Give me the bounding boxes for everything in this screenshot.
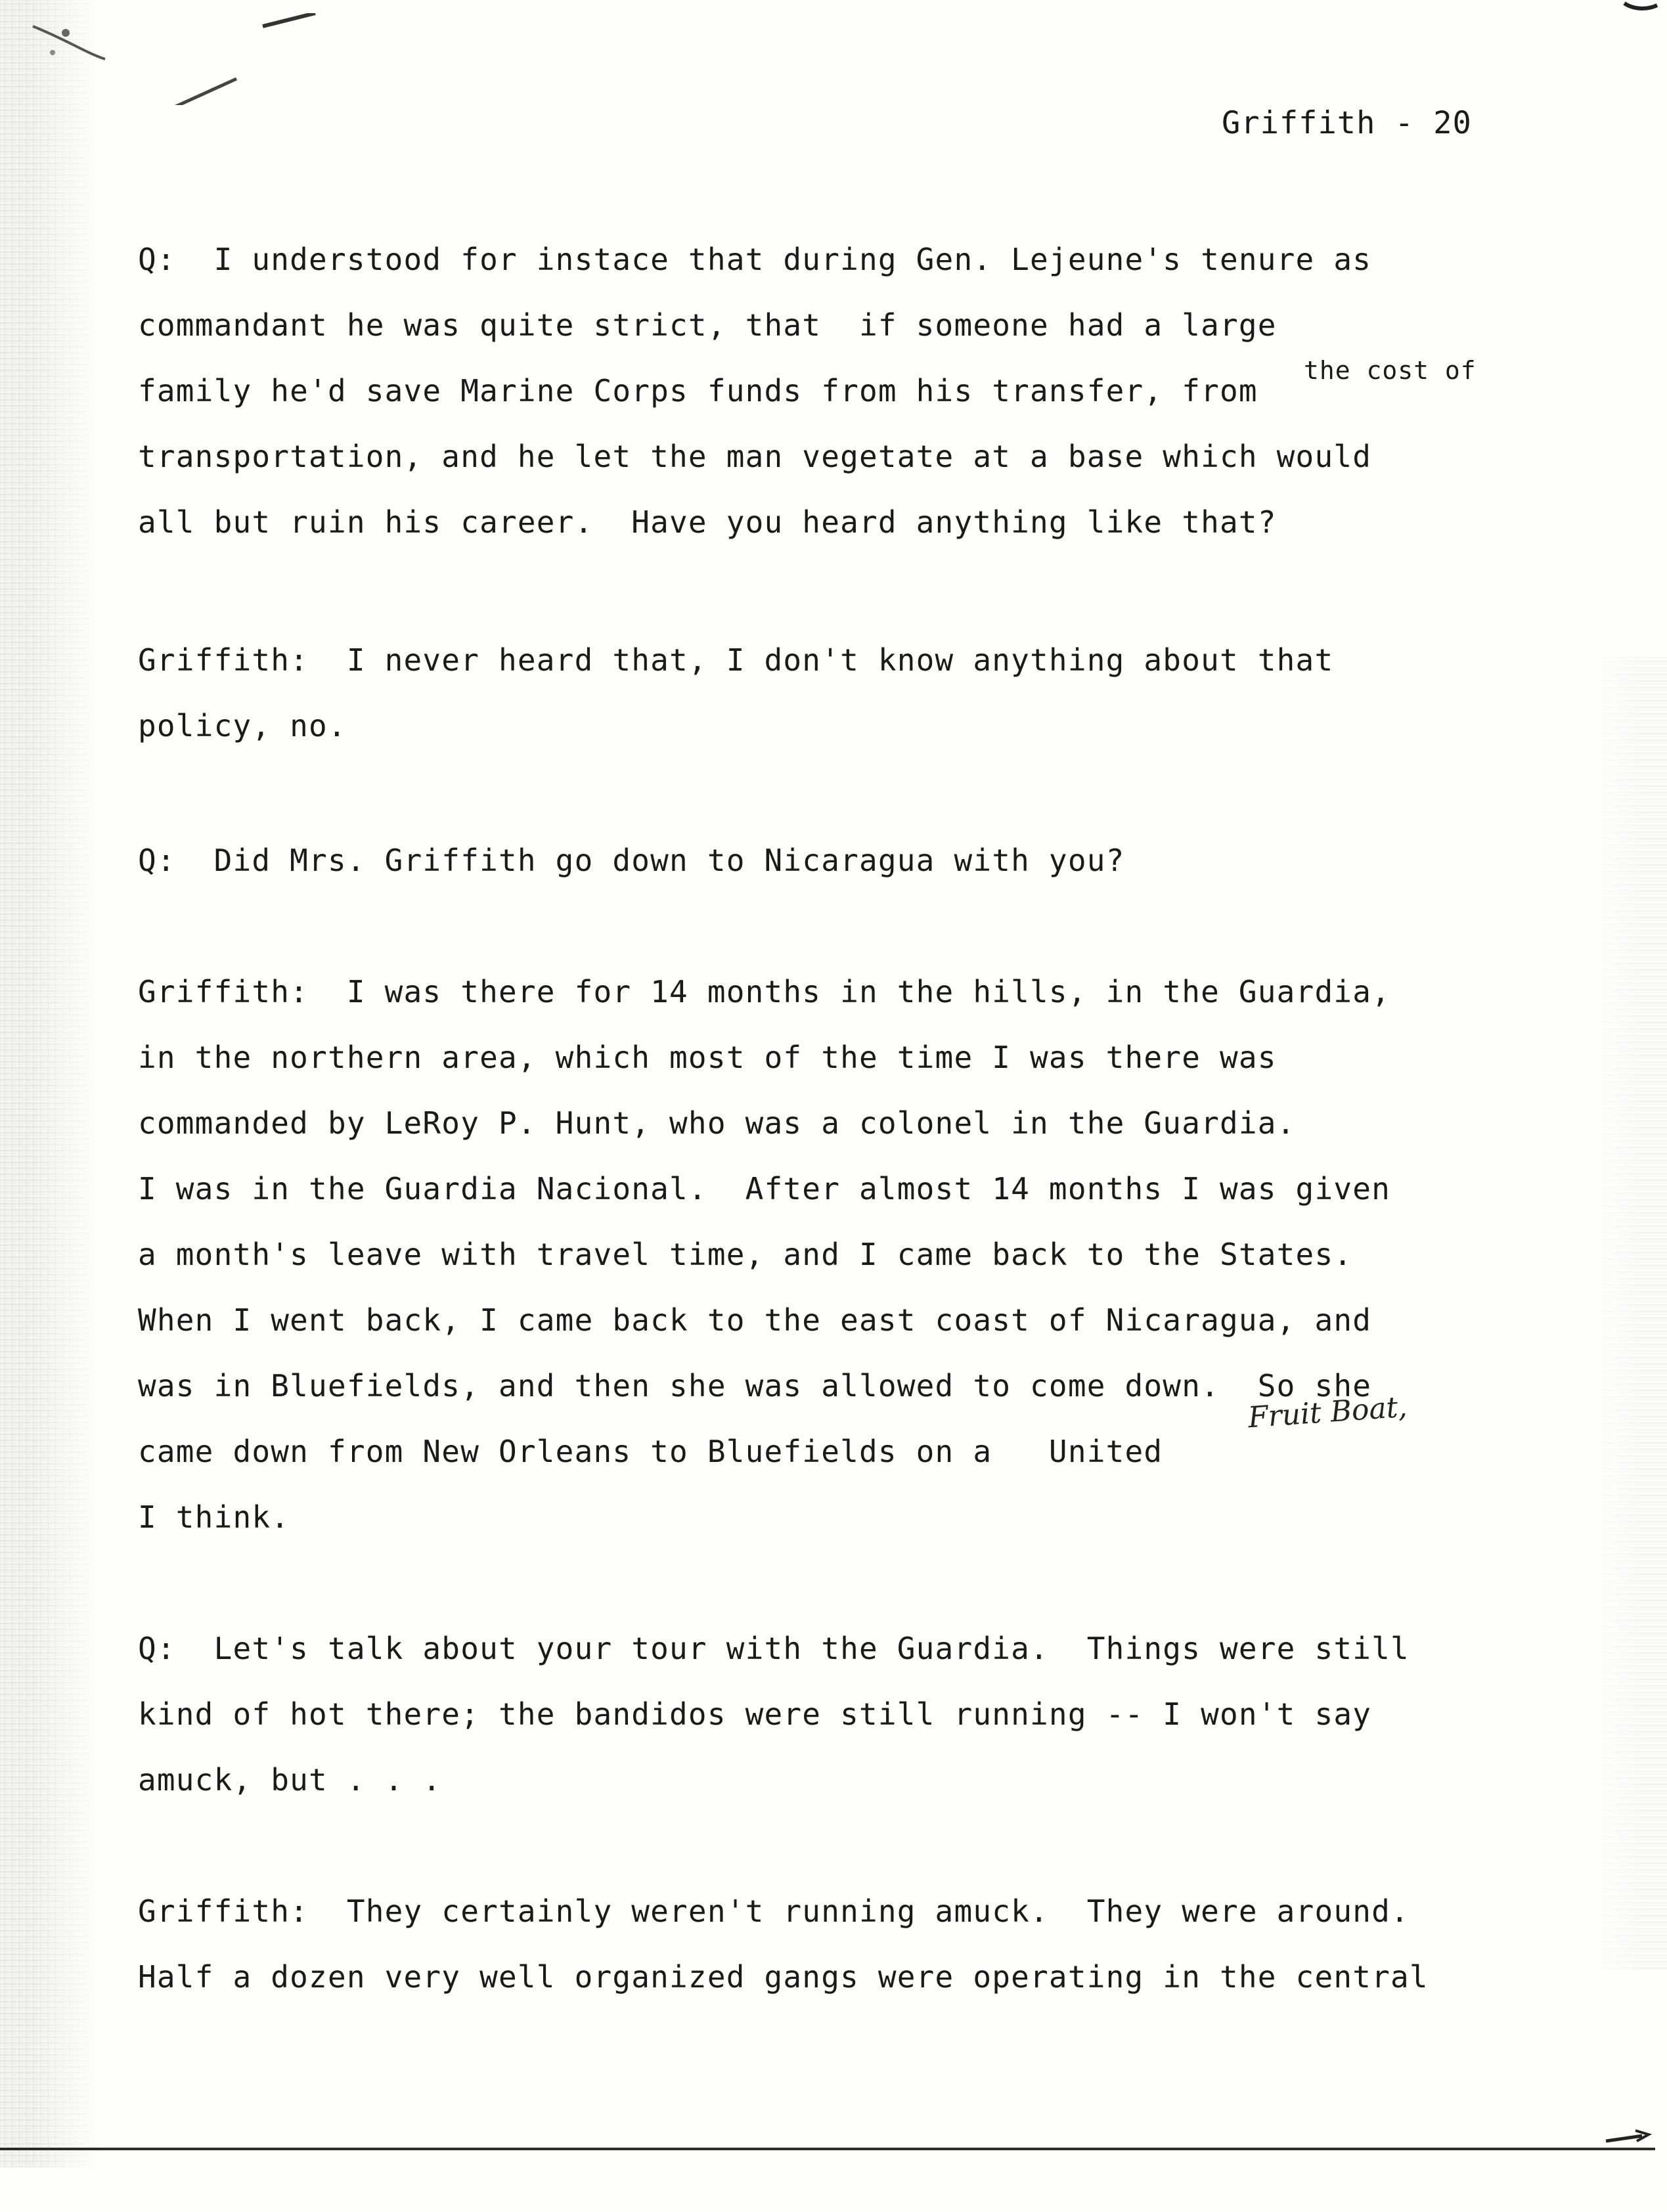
transcript-line: Griffith: I never heard that, I don't know anything about that <box>138 642 1334 678</box>
scan-corner-mark <box>1621 0 1660 13</box>
transcript-line: commandant he was quite strict, that if someone had a large <box>138 307 1277 343</box>
transcript-line: When I went back, I came back to the east coast of Nicaragua, and <box>138 1302 1372 1338</box>
transcript-line: Q: I understood for instace that during Gen. Lejeune's tenure as <box>138 242 1372 277</box>
scan-noise-left <box>0 0 99 2167</box>
transcript-line: amuck, but . . . <box>138 1762 442 1798</box>
typed-insertion: the cost of <box>1304 356 1477 385</box>
transcript-paragraph <box>138 1616 1410 1813</box>
transcript-line: Q: Let's talk about your tour with the Guardia. Things were still <box>138 1631 1410 1666</box>
transcript-line: Q: Did Mrs. Griffith go down to Nicaragua with you? <box>138 843 1125 878</box>
transcript-line: was in Bluefields, and then she was allowed to come down. So she <box>138 1368 1372 1404</box>
transcript-line: Half a dozen very well organized gangs were operating in the central <box>138 1959 1429 1995</box>
transcript-paragraph <box>138 627 1333 759</box>
transcript-line: a month's leave with travel time, and I came back to the States. <box>138 1237 1353 1272</box>
handwritten-note: Fruit Boat, <box>1247 1390 1408 1435</box>
transcript-line: family he'd save Marine Corps funds from his transfer, from <box>138 373 1258 409</box>
transcript-line: kind of hot there; the bandidos were still running -- I won't say <box>138 1696 1372 1732</box>
page-header: Griffith - 20 <box>1222 105 1472 141</box>
transcript-paragraph <box>138 828 1125 893</box>
transcript-line: commanded by LeRoy P. Hunt, who was a colonel in the Guardia. <box>138 1105 1296 1141</box>
transcript-paragraph <box>138 1878 1429 2010</box>
transcript-paragraph <box>138 959 1390 1550</box>
page-bottom-rule <box>0 2148 1655 2150</box>
transcript-line: in the northern area, which most of the time I was there was <box>138 1040 1277 1075</box>
transcript-line: transportation, and he let the man vegetate at a base which would <box>138 439 1372 474</box>
transcript-paragraph <box>138 227 1371 555</box>
transcript-line: came down from New Orleans to Bluefields on a United <box>138 1434 1163 1469</box>
transcript-line: policy, no. <box>138 708 347 743</box>
scan-smudge-mark <box>26 13 355 105</box>
transcript-line: I was in the Guardia Nacional. After almost 14 months I was given <box>138 1171 1391 1206</box>
transcript-line: all but ruin his career. Have you heard anything like that? <box>138 504 1277 540</box>
scan-noise-right <box>1595 657 1667 1970</box>
transcript-line: I think. <box>138 1499 290 1535</box>
scan-arrow-mark <box>1603 2127 1655 2146</box>
transcript-line: Griffith: I was there for 14 months in the hills, in the Guardia, <box>138 974 1391 1009</box>
transcript-line: Griffith: They certainly weren't running amuck. They were around. <box>138 1893 1410 1929</box>
